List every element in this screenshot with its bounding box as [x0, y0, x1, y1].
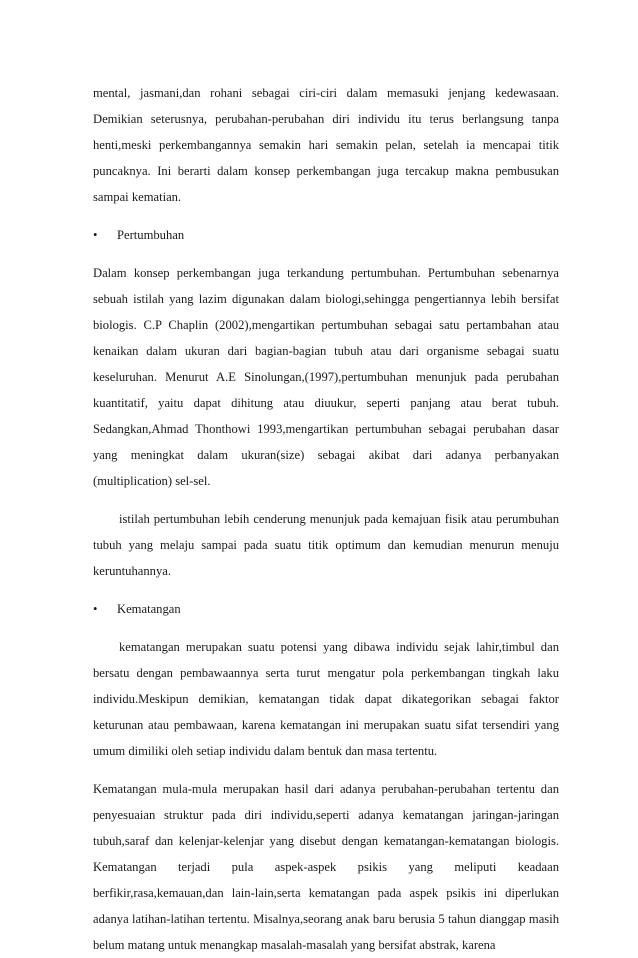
paragraph-pertumbuhan-definition: Dalam konsep perkembangan juga terkandung pertumbuhan. Pertumbuhan sebenarnya sebuah istilah yang lazim digunakan dalam biologi,sehingga pengertiannya lebih bersifat biologis. C.P Chaplin (2002),mengartikan pertumbuhan sebagai satu pertambahan atau kenaikan dalam ukuran dari bagian-bagian tubuh atau dari organisme sebagai suatu keseluruhan. Menurut A.E Sinolungan,(1997),pertumbuhan menunjuk pada perubahan kuantitatif, yaitu dapat dihitung atau diuukur, seperti panjang atau berat tubuh. Sedangkan,Ahmad Thonthowi 1993,mengartikan pertumbuhan sebagai perubahan dasar yang meningkat dalam ukuran(size) sebagai akibat dari adanya perbanyakan (multiplication) sel-sel. [93, 266, 559, 488]
paragraph-kematangan-detail: Kematangan mula-mula merupakan hasil dari adanya perubahan-perubahan tertentu dan penyesuaian struktur pada diri individu,seperti adanya kematangan jaringan-jaringan tubuh,saraf dan kelenjar-kelenjar yang disebut dengan kematangan-kematangan biologis. Kematangan terjadi pula aspek-aspek psikis yang meliputi keadaan berfikir,rasa,kemauan,dan lain-lain,serta kematangan pada aspek psikis ini diperlukan adanya latihan-latihan tertentu. Misalnya,seorang anak baru berusia 5 tahun dianggap masih belum matang untuk menangkap masalah-masalah yang bersifat abstrak, karena [93, 782, 559, 952]
bullet-icon: • [93, 228, 98, 242]
bullet-icon: • [93, 602, 98, 616]
paragraph-pertumbuhan-note: istilah pertumbuhan lebih cenderung menunjuk pada kemajuan fisik atau perumbuhan tubuh yang melaju sampai pada suatu titik optimum dan kemudian menurun menuju keruntuhannya. [93, 512, 559, 578]
paragraph-intro-continuation: mental, jasmani,dan rohani sebagai ciri-ciri dalam memasuki jenjang kedewasaan. Demikian seterusnya, perubahan-perubahan diri individu itu terus berlangsung tanpa henti,meski perkembangannya semakin hari semakin pelan, setelah ia mencapai titik puncaknya. Ini berarti dalam konsep perkembangan juga tercakup makna pembusukan sampai kematian. [93, 86, 559, 204]
bullet-heading-kematangan [93, 596, 559, 622]
heading-kematangan: Kematangan [117, 602, 181, 616]
heading-pertumbuhan: Pertumbuhan [117, 228, 185, 242]
bullet-heading-pertumbuhan [93, 222, 559, 248]
document-page [93, 80, 559, 958]
paragraph-kematangan-definition: kematangan merupakan suatu potensi yang dibawa individu sejak lahir,timbul dan bersatu dengan pembawaannya serta turut mengatur pola perkembangan tingkah laku individu.Meskipun demikian, kematangan tidak dapat dikategorikan sebagai faktor keturunan atau pembawaan, karena kematangan ini merupakan suatu sifat tersendiri yang umum dimiliki oleh setiap individu dalam bentuk dan masa tertentu. [93, 640, 559, 758]
